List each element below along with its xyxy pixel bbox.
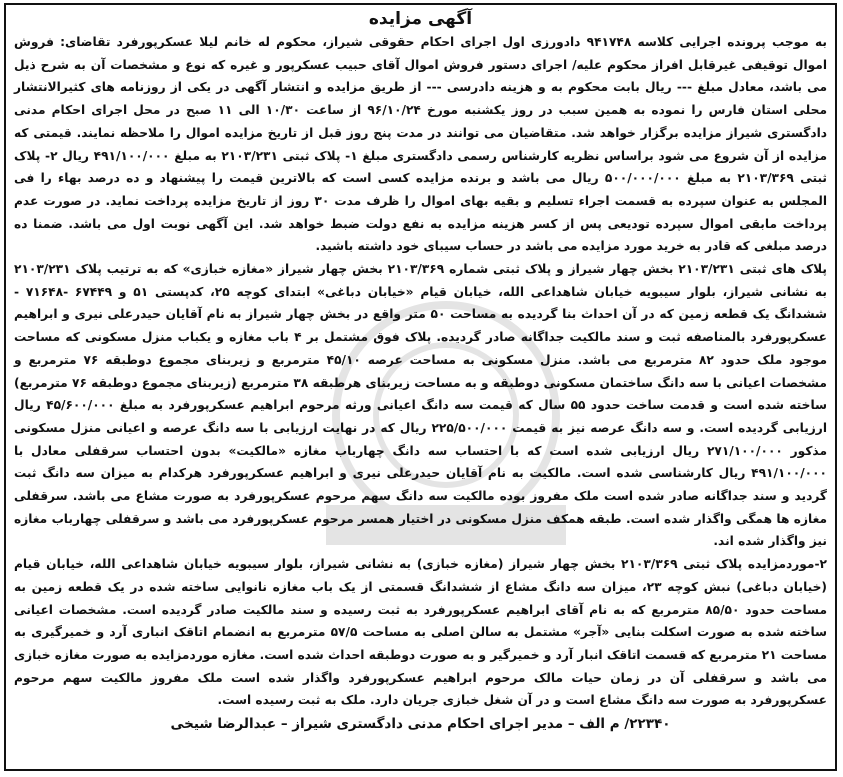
notice-box — [4, 3, 837, 771]
notice-paragraph-3: ۲-موردمزایده پلاک ثبتی ۲۱۰۳/۳۶۹ بخش چهار شیراز (مغازه خبازی) به نشانی شیراز، بلوار سیبویه خیابان شاهداعی الله، خیابان قیام (خیابان دباغی) نبش کوچه ۲۳، میزان سه دانگ مشاع از ششدانگ قسمتی از یک باب مغازه نانوایی ساخته شده در یک قطعه زمین به مساحت حدود ۸۵/۵۰ مترمربع که به نام آقای ابراهیم عسکرپورفرد به ثبت رسیده و سند مالکیت صادر گردیده است. مشخصات اعیانی ساخته شده به صورت اسکلت بنایی «آجر» مشتمل به سالن اصلی به مساحت ۵۷/۵ مترمربع به انضمام اتاقک انباری آرد و خمیرگیری به مساحت ۲۱ مترمربع که قسمت اتاقک انبار آرد و خمیرگیر و به صورت دوطبقه احداث شده است. مغازه موردمزایده به صورت مغازه خبازی می باشد و سرقفلی آن در زمان حیات مالک مرحوم ابراهیم عسکرپورفرد واگذار شده است ملک مفروز مالکیت سهم مرحوم عسکرپورفرد به صورت سه دانگ مشاع است و در آن شغل خبازی جریان دارد. ملک به ثبت رسیده است. — [14, 557, 828, 708]
notice-footer-signature: ۲۲۳۴۰/ م الف – مدیر اجرای احکام مدنی دادگستری شیراز – عبدالرضا شیخی — [170, 716, 671, 733]
notice-title: آگهی مزایده — [368, 9, 473, 29]
notice-paragraph-2: پلاک های ثبتی ۲۱۰۳/۲۳۱ بخش چهار شیراز و پلاک ثبتی شماره ۲۱۰۳/۳۶۹ بخش چهار شیراز «مغازه خبازی» که به ترتیب پلاک ۲۱۰۳/۲۳۱ به نشانی شیراز، بلوار سیبویه خیابان شاهداعی الله، خیابان قیام «خیابان دباغی» ابتدای کوچه ۲۵، کدپستی ۵۱ و ۶۷۴۴۹ -۷۱۶۴۸ - ششدانگ یک قطعه زمین که در آن احداث بنا گردیده به مساحت ۵۰ متر واقع در بخش چهار شیراز به نام آقایان حیدرعلی نیری و ابراهیم عسکرپورفرد بالمناصفه ثبت و سند مالکیت جداگانه صادر گردیده. پلاک فوق مشتمل بر ۴ باب مغازه و یکباب منزل مسکونی که مساحت موجود ملک حدود ۸۲ مترمربع می باشد. منزل مسکونی به مساحت عرصه ۴۵/۱۰ مترمربع و زیربنای مجموع دوطبقه ۷۶ مترمربع و مشخصات اعیانی با سه دانگ ساختمان مسکونی دوطبقه و به مساحت زیربنای هرطبقه ۳۸ مترمربع (زیربنای مجموع دوطبقه ۷۶ مترمربع) ساخته شده است و قدمت ساخت حدود ۵۵ سال که قیمت سه دانگ اعیانی ورثه مرحوم ابراهیم عسکرپورفرد به مبلغ ۴۵/۶۰۰/۰۰۰ ریال ارزیابی گردیده است. و سه دانگ عرصه نیز به قیمت ۲۲۵/۵۰۰/۰۰۰ ریال که در نهایت ارزیابی با سه دانگ عرصه و اعیانی منزل مسکونی مذکور ۲۷۱/۱۰۰/۰۰۰ ریال ارزیابی شده است که با احتساب سه دانگ چهارباب مغازه «مالکیت» بدون احتساب سرقفلی معادل با ۴۹۱/۱۰۰/۰۰۰ ریال کارشناسی شده است. مالکیت به نام آقایان حیدرعلی نیری و ابراهیم عسکرپورفرد هرکدام به میزان سه دانگ ثبت گردید و سند جداگانه صادر شده است ملک مفروز بوده مالکیت سه دانگ سهم مرحوم عسکرپورفرد به صورت مشاع می باشد. سرقفلی مغازه ها همگی واگذار شده است. طبقه همکف منزل مسکونی در اختیار همسر مرحوم عسکرپورفرد می باشد و سرقفلی چهارباب مغازه نیز واگذار شده اند. — [14, 262, 828, 549]
notice-paragraph-1: به موجب پرونده اجرایی کلاسه ۹۴۱۷۴۸ دادورزی اول اجرای احکام حقوقی شیراز، محکوم له خانم لیلا عسکرپورفرد تقاضای: فروش اموال توقیفی غیرقابل افراز محکوم علیه/ اجرای دستور فروش اموال آقای حبیب عسکرپور و غیره که نوع و مشخصات آن به شرح ذیل می باشد، معادل مبلغ --- ریال بابت محکوم به و هزینه دادرسی --- از طریق مزایده و انتشار آگهی در یکی از روزنامه های کثیرالانتشار محلی استان فارس را نموده به همین سبب در روز یکشنبه مورخ ۹۶/۱۰/۲۴ از ساعت ۱۰/۳۰ الی ۱۱ صبح در محل اجرای احکام مدنی دادگستری شیراز مزایده برگزار خواهد شد. متقاضیان می توانند در مدت پنج روز قبل از تاریخ مزایده اموال را ملاحظه نمایند. قیمتی که مزایده از آن شروع می شود براساس نظریه کارشناس رسمی دادگستری مبلغ ۱- پلاک ثبتی ۲۱۰۳/۲۳۱ به مبلغ ۴۹۱/۱۰۰/۰۰۰ ریال ۲- پلاک ثبتی ۲۱۰۳/۳۶۹ به مبلغ ۵۰۰/۰۰۰/۰۰۰ ریال می باشد و برنده مزایده کسی است که بالاترین قیمت را پیشنهاد و ده درصد بهاء را فی المجلس به عنوان سپرده به قسمت اجراء تسلیم و بقیه بهای اموال را ظرف مدت ۳۰ روز از تاریخ مزایده پرداخت نماید. در صورت عدم پرداخت مابقی اموال سپرده تودیعی پس از کسر هزینه مزایده به نفع دولت ضبط خواهد شد. این آگهی نوبت اول می باشد. ضمنا ده درصد مبلغی که قادر به خرید مورد مزایده می باشد در حساب سیبای خود داشته باشید. — [14, 35, 827, 254]
